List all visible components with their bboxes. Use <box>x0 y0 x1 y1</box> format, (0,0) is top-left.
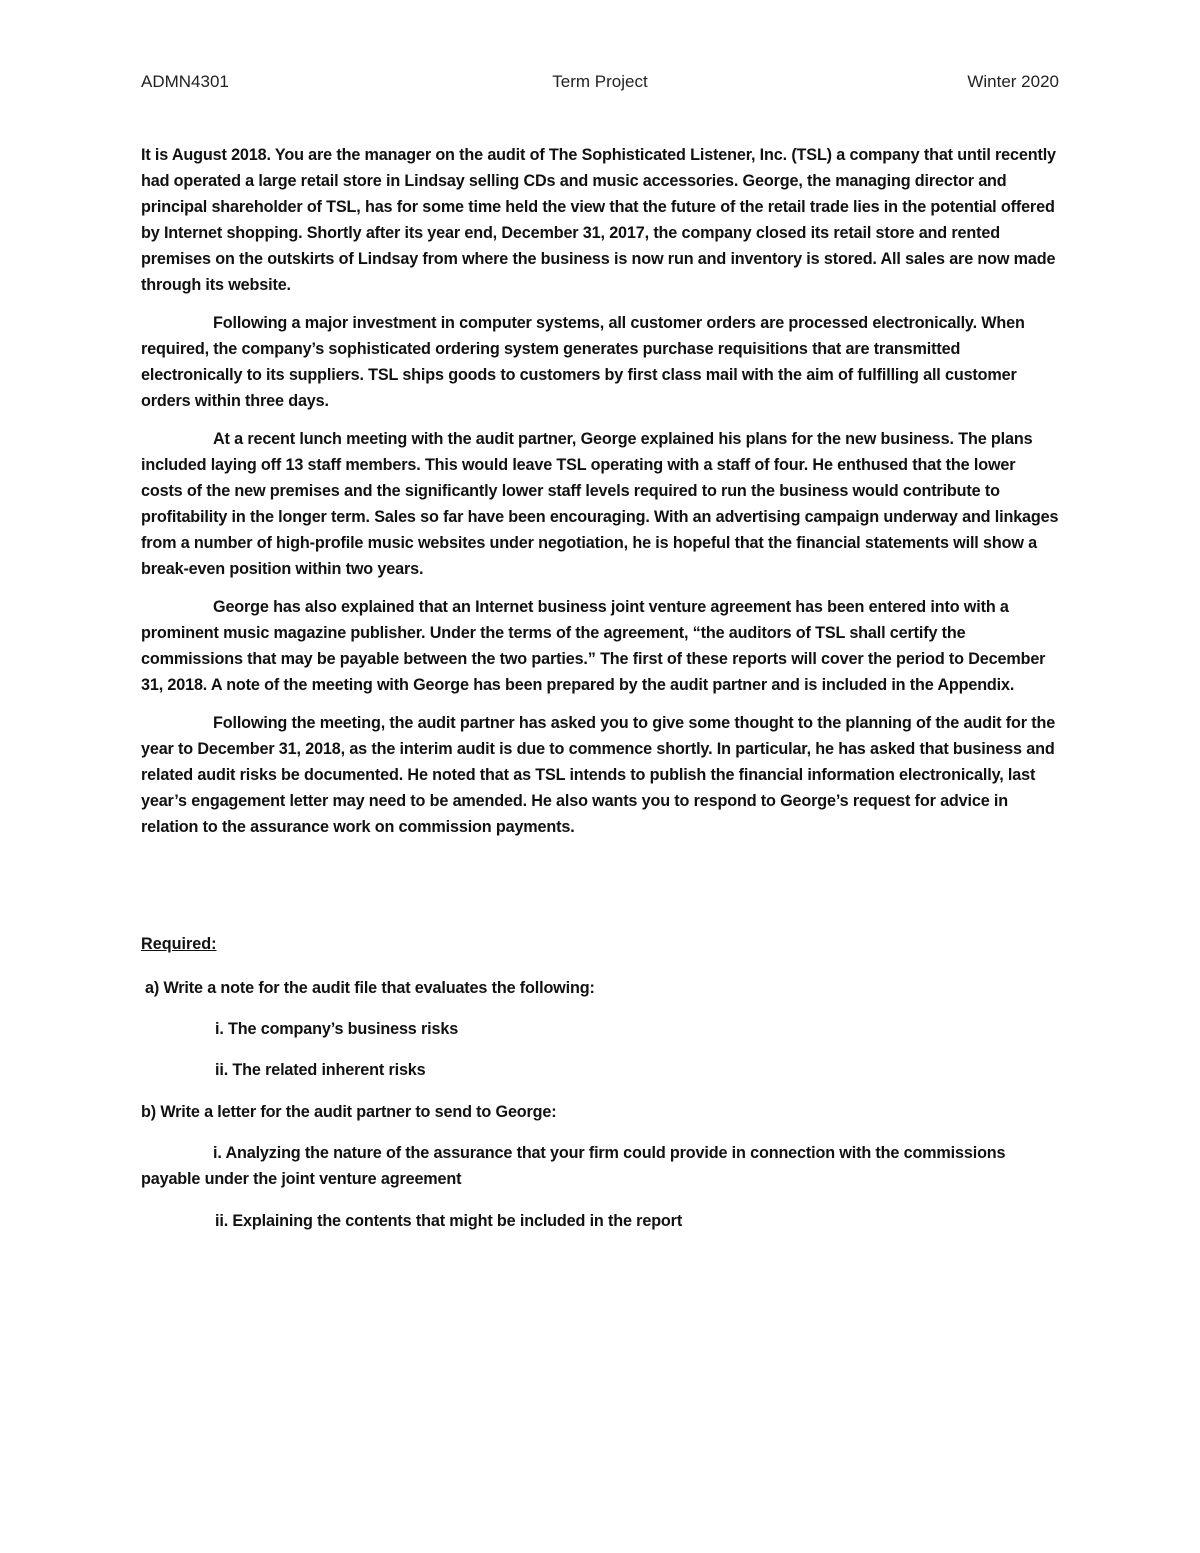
requirement-b: b) Write a letter for the audit partner to send to George: <box>141 1103 557 1121</box>
requirement-a-i: i. The company’s business risks <box>215 1020 459 1038</box>
requirement-b-ii: ii. Explaining the contents that might be included in the report <box>215 1212 683 1230</box>
paragraph-intro: It is August 2018. You are the manager on the audit of The Sophisticated Listener, Inc. (TSL) a company that until recently had operated a large retail store in Lindsay selling CDs and music accessories. George, the managing director and principal shareholder of TSL, has for some time held the view that the future of the retail trade lies in the potential offered by Internet shopping. Shortly after its year end, December 31, 2017, the company closed its retail store and rented premises on the outskirts of Lindsay from where the business is now run and inventory is stored. All sales are now made through its website. <box>141 146 1056 294</box>
required-heading: Required: <box>141 935 217 953</box>
page-header <box>141 72 1059 98</box>
paragraph-planning: Following the meeting, the audit partner has asked you to give some thought to the planning of the audit for the year to December 31, 2018, as the interim audit is due to commence shortly. In particular, he has asked that business and related audit risks be documented. He noted that as TSL intends to publish the financial information electronically, last year’s engagement letter may need to be amended. He also wants you to respond to George’s request for advice in relation to the assurance work on commission payments. <box>141 714 1056 836</box>
requirement-a: a) Write a note for the audit file that evaluates the following: <box>145 979 595 997</box>
requirement-b-i: i. Analyzing the nature of the assurance that your firm could provide in connection with the commissions payable under the joint venture agreement <box>141 1144 1006 1188</box>
paragraph-joint-venture: George has also explained that an Internet business joint venture agreement has been entered into with a prominent music magazine publisher. Under the terms of the agreement, “the auditors of TSL shall certify the commissions that may be payable between the two parties.” The first of these reports will cover the period to December 31, 2018. A note of the meeting with George has been prepared by the audit partner and is included in the Appendix. <box>141 598 1046 694</box>
requirement-a-ii: ii. The related inherent risks <box>215 1061 426 1079</box>
header-term: Winter 2020 <box>967 72 1059 91</box>
case-body <box>141 142 1061 852</box>
header-title: Term Project <box>552 72 648 91</box>
paragraph-lunch-meeting: At a recent lunch meeting with the audit partner, George explained his plans for the new business. The plans included laying off 13 staff members. This would leave TSL operating with a staff of four. He enthused that the lower costs of the new premises and the significantly lower staff levels required to run the business would contribute to profitability in the longer term. Sales so far have been encouraging. With an advertising campaign underway and linkages from a number of high-profile music websites under negotiation, he is hopeful that the financial statements will show a break-even position within two years. <box>141 430 1059 578</box>
header-course-code: ADMN4301 <box>141 72 229 91</box>
paragraph-systems: Following a major investment in computer systems, all customer orders are processed electronically. When required, the company’s sophisticated ordering system generates purchase requisitions that are transmitted electronically to its suppliers. TSL ships goods to customers by first class mail with the aim of fulfilling all customer orders within three days. <box>141 314 1025 410</box>
